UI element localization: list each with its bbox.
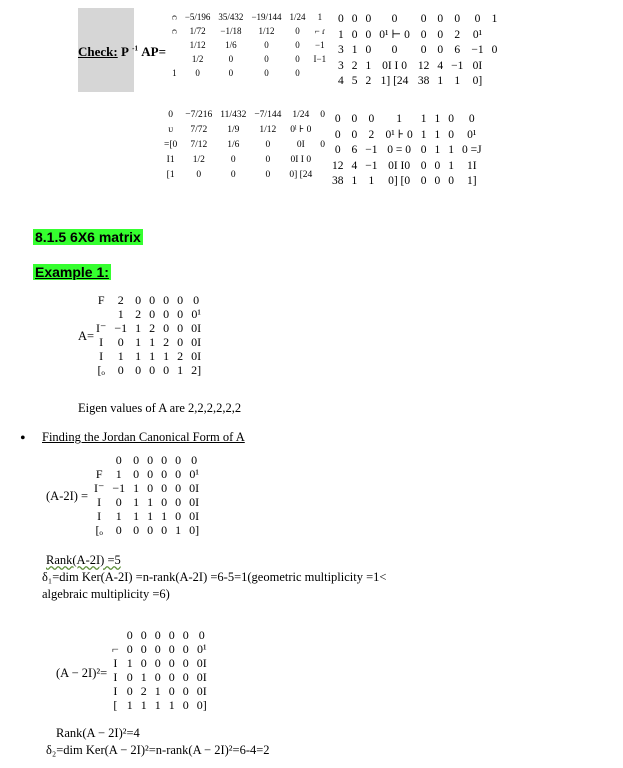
check-label: Check: P $^{-1}$ AP= <box>78 44 167 59</box>
frac: 1 <box>317 12 323 22</box>
frac: 35/432 <box>218 12 244 22</box>
check-matrix-left-1: ᴒ −5/196 35/432 −19/144 1/24 1 ᴒ 1/72 −1/18 1/12 0 ⌐ ɾ 1/12 1/6 0 0 −1 1/2 0 0 0 I−1 1 0 0 0 0 <box>168 10 330 80</box>
matrix-a-2i-sq-label: (A − 2I)²= <box>56 666 108 680</box>
bullet-icon: • <box>20 430 26 447</box>
matrix-a-2i: 0 0 0 0 0 0 F 1 0 0 0 0 0¹ I⁻ −1 1 0 0 0 0I I 0 1 1 0 0 0I I 1 1 1 1 0 0I [ₒ 0 0 0 0 1 0] <box>94 453 200 537</box>
check-matrix-right-2: 0 0 0 1 1 1 0 0 0 0 2 0¹ ⊦ 0 1 1 0 0¹ 0 6 −1 0 = 0 0 1 1 0 =J 12 4 −1 0I I0 0 0 1 1I 38 1 1 0] [0 0 0 0 1] <box>332 113 482 187</box>
matrix-a-2i-label: (A-2I) = <box>46 489 89 503</box>
section-heading: 8.1.5 6X6 matrix <box>35 229 141 245</box>
check-matrix-left-2: 0 −7/216 11/432 −7/144 1/24 0 ᴜ 7/72 1/9 1/12 0ˡ ⊦ 0 =[0 7/12 1/6 0 0I 0 I1 1/2 0 0 0I I 0 [1 0 0 0 0] [24 <box>164 110 326 180</box>
frac: 1/24 <box>289 12 306 22</box>
matrix-a-label: A= <box>78 329 95 343</box>
jordan-form-heading: Finding the Jordan Canonical Form of A <box>42 430 245 444</box>
example-heading: Example 1: <box>35 264 109 280</box>
frac: −19/144 <box>251 12 282 22</box>
eigen-values-text: Eigen values of A are 2,2,2,2,2,2 <box>78 401 242 415</box>
delta-1-line: δ₁=dim Ker(A-2I) =n-rank(A-2I) =6-5=1(geometric multiplicity =1< <box>42 570 387 584</box>
frac: −5/196 <box>184 12 211 22</box>
matrix-a-2i-squared: 0 0 0 0 0 0 ⌐ 0 0 0 0 0 0¹ I 1 0 0 0 0 0I I 0 1 0 0 0 0I I 0 2 1 0 0 0I [ 1 1 1 1 0 0] <box>112 628 207 712</box>
rank-2-line: Rank(A − 2I)²=4 <box>56 726 140 740</box>
matrix-a: F 2 0 0 0 0 0 1 2 0 0 0 0¹ I⁻ −1 1 2 0 0 0I I 0 1 1 2 0 0I I 1 1 1 1 2 0I [ₒ 0 0 0 0 1 2] <box>96 293 202 377</box>
check-matrix-right-1: 0 0 0 0 0 0 0 0 1 1 0 0 0¹ ⊢ 0 0 0 2 0¹ 3 1 0 0 0 0 6 −1 0 3 2 1 0I I 0 12 4 −1 0I 4 5 2 1] [24 38 1 1 0] <box>338 13 498 87</box>
rank-1-line: Rank(A-2I) =5 <box>46 553 121 567</box>
delta-2-line: δ₂=dim Ker(A − 2I)²=n-rank(A − 2I)²=6-4=2 <box>46 743 270 757</box>
delta-1-line-cont: algebraic multiplicity =6) <box>42 587 170 601</box>
